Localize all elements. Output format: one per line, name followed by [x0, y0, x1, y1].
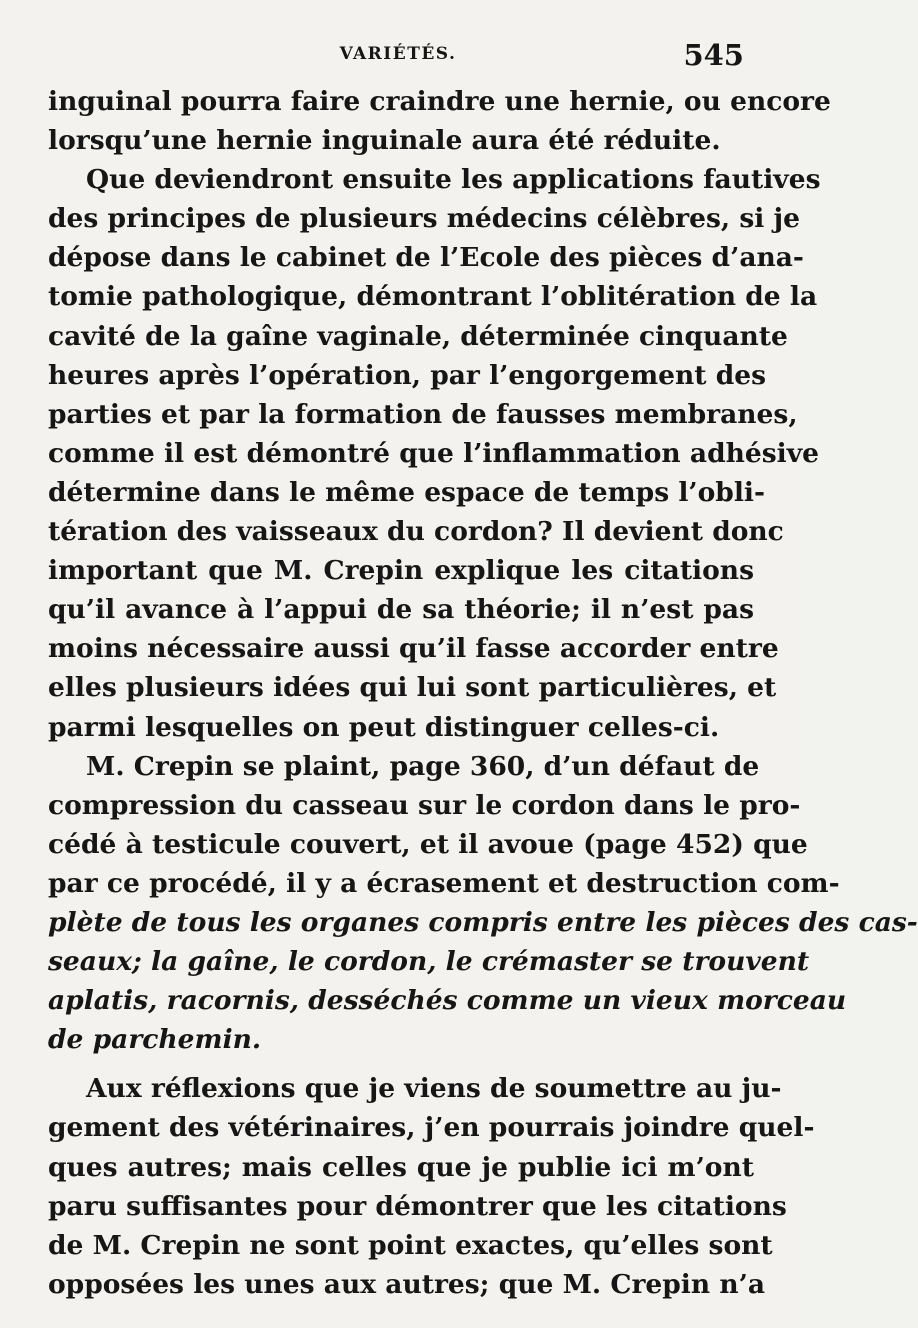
text-line: seaux; la gaîne, le cordon, le crémaster se trouvent [48, 946, 810, 978]
text-line: M. Crepin se plaint, page 360, d’un défaut de [86, 750, 760, 782]
text-line: ques autres; mais celles que je publie ici m’ont [48, 1151, 754, 1183]
text-line: tomie pathologique, démontrant l’oblitération de la [48, 281, 818, 313]
text-line: de M. Crepin ne sont point exactes, qu’elles sont [48, 1229, 773, 1261]
text-line: parmi lesquelles on peut distinguer celles-ci. [48, 711, 720, 743]
text-line: dépose dans le cabinet de l’Ecole des pièces d’ana- [48, 242, 804, 274]
text-line: moins nécessaire aussi qu’il fasse accorder entre [48, 633, 779, 665]
body-text [48, 82, 918, 1304]
text-line: opposées les unes aux autres; que M. Crepin n’a [48, 1268, 766, 1300]
text-line: par ce procédé, il y a écrasement et destruction com- [48, 867, 840, 899]
text-line: paru suffisantes pour démontrer que les citations [48, 1190, 787, 1222]
running-title: VARIÉTÉS. [339, 44, 457, 64]
text-line: aplatis, racornis, desséchés comme un vieux morceau [48, 985, 847, 1017]
page-number: 545 [683, 38, 744, 72]
text-line: compression du casseau sur le cordon dans le pro- [48, 789, 801, 821]
text-line: inguinal pourra faire craindre une hernie, ou encore [48, 86, 831, 117]
page-header [48, 38, 748, 78]
text-line: des principes de plusieurs médecins célèbres, si je [48, 203, 801, 235]
text-line: de parchemin. [48, 1024, 262, 1056]
text-line: heures après l’opération, par l’engorgement des [48, 359, 767, 391]
text-line: plète de tous les organes compris entre les pièces des cas- [48, 906, 918, 938]
text-line: cédé à testicule couvert, et il avoue (page 452) que [48, 828, 808, 860]
text-line: Que deviendront ensuite les applications fautives [86, 164, 821, 196]
text-line: gement des vétérinaires, j’en pourrais joindre quel- [48, 1112, 815, 1144]
text-line: parties et par la formation de fausses membranes, [48, 398, 798, 430]
text-line: détermine dans le même espace de temps l’obli- [48, 476, 765, 508]
text-line: cavité de la gaîne vaginale, déterminée cinquante [48, 320, 788, 352]
text-line: Aux réflexions que je viens de soumettre au ju- [86, 1073, 782, 1105]
text-line: elles plusieurs idées qui lui sont particulières, et [48, 672, 777, 704]
text-line: important que M. Crepin explique les citations [48, 555, 754, 587]
text-line: qu’il avance à l’appui de sa théorie; il n’est pas [48, 594, 754, 626]
text-line: comme il est démontré que l’inflammation adhésive [48, 437, 819, 469]
text-line: tération des vaisseaux du cordon? Il devient donc [48, 516, 784, 548]
text-line: lorsqu’une hernie inguinale aura été réduite. [48, 125, 721, 157]
